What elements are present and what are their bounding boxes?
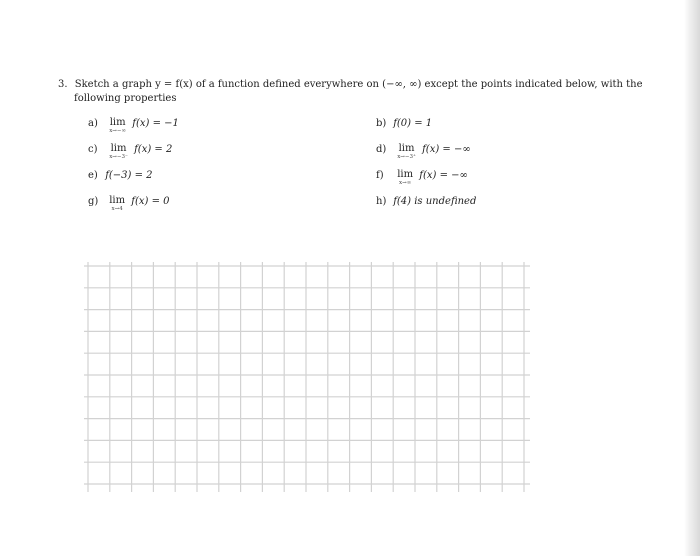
property-f-limit	[397, 170, 413, 186]
property-a-limit	[109, 118, 126, 134]
property-g-limit	[109, 196, 125, 212]
property-a-expression: f(x) = −1	[132, 118, 179, 129]
property-g-lim-word: lim	[109, 195, 126, 206]
property-h-label: h)	[376, 196, 387, 207]
property-a-approach: x→−∞	[109, 128, 127, 134]
property-g-approach: x→4	[111, 206, 123, 212]
property-d	[376, 144, 471, 160]
graph-grid-svg	[84, 262, 530, 492]
property-f-label: f)	[376, 170, 384, 181]
property-d-approach: x→−3⁺	[397, 154, 416, 160]
property-c-approach: x→−3⁻	[109, 154, 128, 160]
problem-text: Sketch a graph y = f(x) of a function defined everywhere on (−∞, ∞) except the points indicated below, with the	[74, 79, 643, 90]
property-b	[376, 118, 432, 130]
property-h-expression: f(4) is undefined	[393, 196, 477, 207]
problem-statement	[58, 78, 658, 106]
property-g	[88, 196, 170, 212]
property-f-approach: x→∞	[398, 180, 412, 186]
graph-grid	[84, 262, 530, 492]
property-c	[88, 144, 172, 160]
property-e-label: e)	[88, 170, 98, 181]
property-c-expression: f(x) = 2	[134, 144, 173, 155]
property-b-label: b)	[376, 118, 387, 129]
property-f	[376, 170, 468, 186]
property-d-lim-word: lim	[398, 143, 415, 154]
property-e	[88, 170, 153, 182]
problem-number: 3.	[58, 79, 68, 90]
problem-text-continued: following properties	[74, 93, 177, 104]
property-a-label: a)	[88, 118, 98, 129]
property-c-limit	[109, 144, 128, 160]
property-h	[376, 196, 476, 208]
property-d-limit	[397, 144, 416, 160]
property-d-label: d)	[376, 144, 387, 155]
property-g-label: g)	[88, 196, 99, 207]
property-a-lim-word: lim	[109, 117, 126, 128]
property-c-lim-word: lim	[110, 143, 127, 154]
property-f-expression: f(x) = −∞	[419, 170, 468, 181]
property-e-expression: f(−3) = 2	[105, 170, 153, 181]
property-a	[88, 118, 179, 134]
page-edge-shadow	[684, 0, 700, 556]
property-f-lim-word: lim	[397, 169, 414, 180]
property-b-expression: f(0) = 1	[393, 118, 433, 129]
property-g-expression: f(x) = 0	[131, 196, 170, 207]
property-d-expression: f(x) = −∞	[422, 144, 471, 155]
property-c-label: c)	[88, 144, 98, 155]
